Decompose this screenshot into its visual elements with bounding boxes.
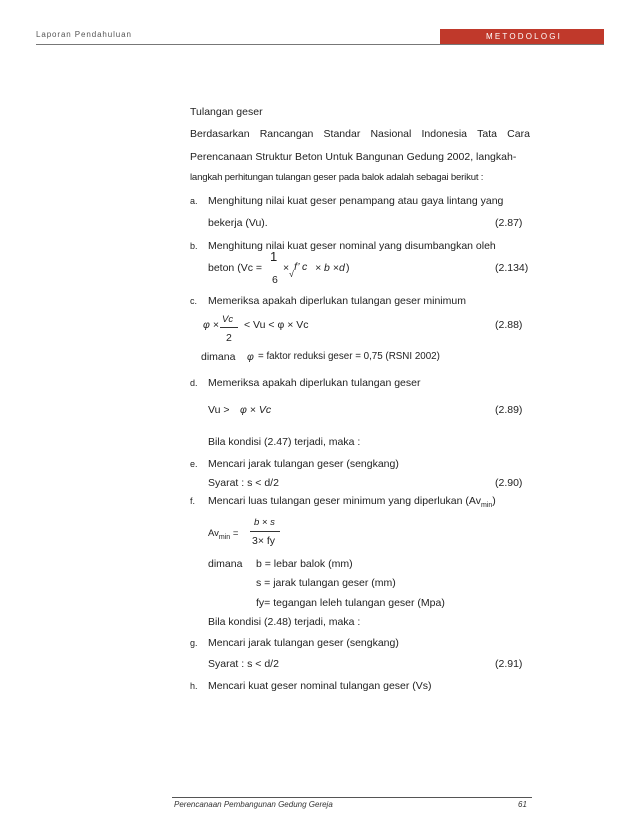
- phi-symbol: φ: [247, 351, 254, 363]
- equation-number: (2.134): [495, 262, 529, 274]
- item-a-line-2: bekerja (Vu).: [208, 217, 268, 229]
- item-b-line-1: Menghitung nilai kuat geser nominal yang disumbangkan oleh: [208, 240, 496, 252]
- times-symbol: ×: [283, 262, 290, 274]
- formula-fc: f’ c: [294, 261, 308, 273]
- dimana-label: dimana: [208, 558, 243, 570]
- fraction-bar: [250, 531, 280, 532]
- item-g-label: g.: [190, 638, 198, 648]
- fraction-denominator: 6: [272, 274, 278, 286]
- item-f-line-1: [208, 494, 496, 513]
- equation-number: (2.89): [495, 404, 523, 416]
- item-a-line-1: Menghitung nilai kuat geser penampang atau gaya lintang yang: [208, 195, 504, 207]
- intro-line-2: Perencanaan Struktur Beton Untuk Bangunan Gedung 2002, langkah-: [190, 151, 517, 163]
- header-title: Laporan Pendahuluan: [36, 30, 132, 39]
- subscript: min: [480, 502, 493, 510]
- av-min-label: [208, 527, 238, 545]
- header-section-badge: METODOLOGI: [440, 29, 604, 45]
- fraction-denominator: [252, 534, 275, 548]
- item-e-line-2: Syarat : s < d/2: [208, 477, 279, 489]
- item-h-line-1: Mencari kuat geser nominal tulangan geser (Vs): [208, 680, 432, 692]
- equation-number: (2.91): [495, 658, 523, 670]
- section-heading: Tulangan geser: [190, 106, 263, 118]
- item-e-label: e.: [190, 459, 198, 469]
- intro-word: Rancangan: [259, 128, 314, 140]
- formula-close: ): [346, 262, 350, 274]
- formula-rest: × b ×d: [315, 262, 345, 274]
- equation-number: (2.88): [495, 319, 523, 331]
- item-b-label: b.: [190, 241, 198, 251]
- definition-fy: fy= tegangan leleh tulangan geser (Mpa): [256, 597, 445, 609]
- fraction-bar: [220, 327, 238, 328]
- intro-word: Tata: [477, 128, 498, 140]
- item-a-label: a.: [190, 196, 198, 206]
- page-number: 61: [518, 800, 527, 809]
- av-text: Av: [208, 528, 219, 539]
- fraction-numerator: Vc: [222, 314, 234, 325]
- header-divider: [36, 44, 604, 45]
- item-d-label: d.: [190, 378, 198, 388]
- intro-word: Standar: [323, 128, 361, 140]
- subscript: min: [218, 533, 231, 541]
- intro-word: Nasional: [370, 128, 412, 140]
- item-b-formula-pre: beton (Vc =: [208, 262, 262, 274]
- item-d-formula-pre: Vu >: [208, 404, 230, 416]
- phi-definition: = faktor reduksi geser = 0,75 (RSNI 2002): [258, 351, 440, 362]
- item-f-line-1-close: ): [492, 495, 496, 507]
- item-f-label: f.: [190, 496, 196, 506]
- sqrt-symbol: √: [289, 269, 294, 279]
- intro-word: Berdasarkan: [190, 128, 250, 140]
- item-h-label: h.: [190, 681, 198, 691]
- definition-b: b = lebar balok (mm): [256, 558, 353, 570]
- fraction-denominator-text: 3× fy: [252, 535, 276, 547]
- footer-divider: [172, 797, 532, 798]
- intro-line-1: [190, 127, 530, 141]
- intro-word: Indonesia: [421, 128, 468, 140]
- footer-title: Perencanaan Pembangunan Gedung Gereja: [174, 800, 333, 809]
- condition-text: Bila kondisi (2.48) terjadi, maka :: [208, 616, 361, 628]
- item-c-line-1: Memeriksa apakah diperlukan tulangan geser minimum: [208, 295, 466, 307]
- item-d-line-1: Memeriksa apakah diperlukan tulangan geser: [208, 377, 421, 389]
- fraction-numerator: 1: [270, 249, 278, 264]
- phi-times: φ ×: [203, 319, 219, 331]
- dimana-label: dimana: [201, 351, 236, 363]
- item-g-line-1: Mencari jarak tulangan geser (sengkang): [208, 637, 399, 649]
- intro-line-3: langkah perhitungan tulangan geser pada balok adalah sebagai berikut :: [190, 172, 484, 183]
- item-c-label: c.: [190, 296, 198, 306]
- item-f-line-1-text: Mencari luas tulangan geser minimum yang diperlukan (Av: [208, 495, 481, 507]
- fraction-denominator: 2: [226, 332, 232, 344]
- item-g-line-2: Syarat : s < d/2: [208, 658, 279, 670]
- item-c-inequality: < Vu < φ × Vc: [244, 319, 309, 331]
- intro-word: Cara: [507, 128, 530, 140]
- definition-s: s = jarak tulangan geser (mm): [256, 577, 396, 589]
- equation-number: (2.90): [495, 477, 523, 489]
- item-d-formula: φ × Vc: [240, 404, 272, 416]
- item-e-line-1: Mencari jarak tulangan geser (sengkang): [208, 458, 399, 470]
- condition-text: Bila kondisi (2.47) terjadi, maka :: [208, 436, 361, 448]
- equation-number: (2.87): [495, 217, 523, 229]
- fraction-numerator: b × s: [254, 517, 275, 528]
- equals-symbol: =: [232, 528, 239, 539]
